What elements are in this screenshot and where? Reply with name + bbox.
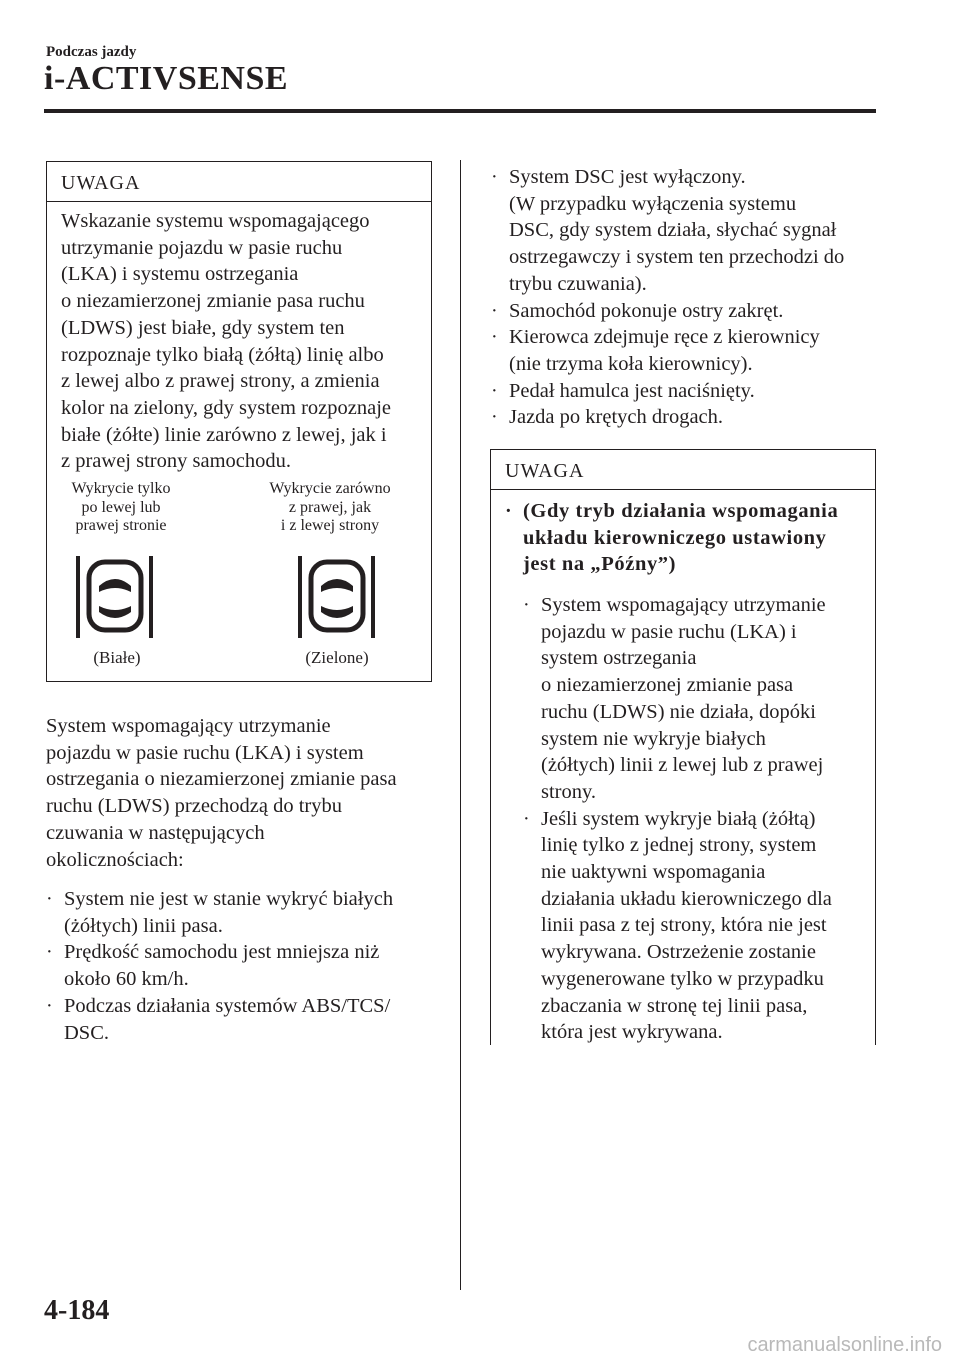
page-number: 4-184 — [44, 1295, 110, 1326]
column-divider — [460, 160, 461, 1290]
list-item: · Podczas działania systemów ABS/TCS/ DSC. — [46, 994, 391, 1044]
list-item: · System nie jest w stanie wykryć białych (żółtych) linii pasa. — [46, 888, 394, 937]
standby-conditions-list-left — [46, 886, 393, 1046]
right-label: (Zielone) — [305, 648, 369, 667]
list-item: · System DSC jest wyłączony. (W przypadku wyłączenia systemu DSC, gdy system działa, słychać sygnał ostrzegawczy i system ten przechodzi do trybu czuwania). — [491, 166, 845, 295]
note-box-2 — [490, 449, 876, 1045]
section-label: Podczas jazdy — [46, 44, 137, 60]
note-box-1 — [46, 161, 432, 682]
left-caption: Wykrycie tylko po lewej lub prawej stronie — [71, 480, 171, 534]
list-item: · Jeśli system wykryje białą (żółtą) linię tylko z jednej strony, system nie uaktywni wspomagania działania układu kierowniczego dla linii pasa z tej strony, która nie jest wykrywana. Ostrzeżenie zostanie wygenerowane tylko w przypadku zbaczania w stronę tej linii pasa, która jest wykrywana. — [523, 807, 832, 1044]
watermark: carmanualsonline.info — [747, 1334, 942, 1356]
note-text: Wskazanie systemu wspomagającego utrzymanie pojazdu w pasie ruchu (LKA) i systemu ostrzegania o niezamierzonej zmianie pasa ruchu (LDWS) jest białe, gdy system ten rozpoznaje tylko białą (żółtą) linię albo z lewej albo z prawej strony, a zmienia kolor na zielony, gdy system rozpoznaje białe (żółte) linie zarówno z lewej, jak i z prawej strony samochodu. — [61, 210, 391, 473]
list-item: · Samochód pokonuje ostry zakręt. — [491, 299, 784, 322]
list-item: · System wspomagający utrzymanie pojazdu w pasie ruchu (LKA) i system ostrzegania o niezamierzonej zmianie pasa ruchu (LDWS) nie działa, dopóki system nie wykryje białych (żółtych) linii z lewej lub z prawej strony. — [523, 594, 826, 803]
list-item: · Kierowca zdejmuje ręce z kierownicy (nie trzyma koła kierownicy). — [491, 326, 820, 375]
page-title: i-ACTIVSENSE — [44, 60, 289, 97]
note-sub-items — [523, 592, 832, 1046]
lane-indicator-white-icon — [75, 554, 155, 642]
note-title: UWAGA — [47, 162, 431, 202]
lane-indicator-green-icon — [297, 554, 377, 642]
note-title: UWAGA — [491, 450, 875, 490]
title-rule — [44, 109, 876, 113]
left-label: (Białe) — [93, 648, 141, 667]
list-item: · Prędkość samochodu jest mniejsza niż około 60 km/h. — [46, 941, 380, 991]
list-item: · Jazda po krętych drogach. — [491, 406, 724, 429]
right-caption: Wykrycie zarówno z prawej, jak i z lewej strony — [269, 480, 391, 534]
note-bold-item: · (Gdy tryb działania wspomagania układu kierowniczego ustawiony jest na „Późny”) — [505, 500, 839, 576]
standby-conditions-list-right — [491, 164, 844, 431]
intro-paragraph: System wspomagający utrzymanie pojazdu w pasie ruchu (LKA) i system ostrzegania o niezamierzonej zmianie pasa ruchu (LDWS) przechodzą do trybu czuwania w następujących okolicznościach: — [46, 715, 397, 871]
list-item: · Pedał hamulca jest naciśnięty. — [491, 379, 755, 402]
